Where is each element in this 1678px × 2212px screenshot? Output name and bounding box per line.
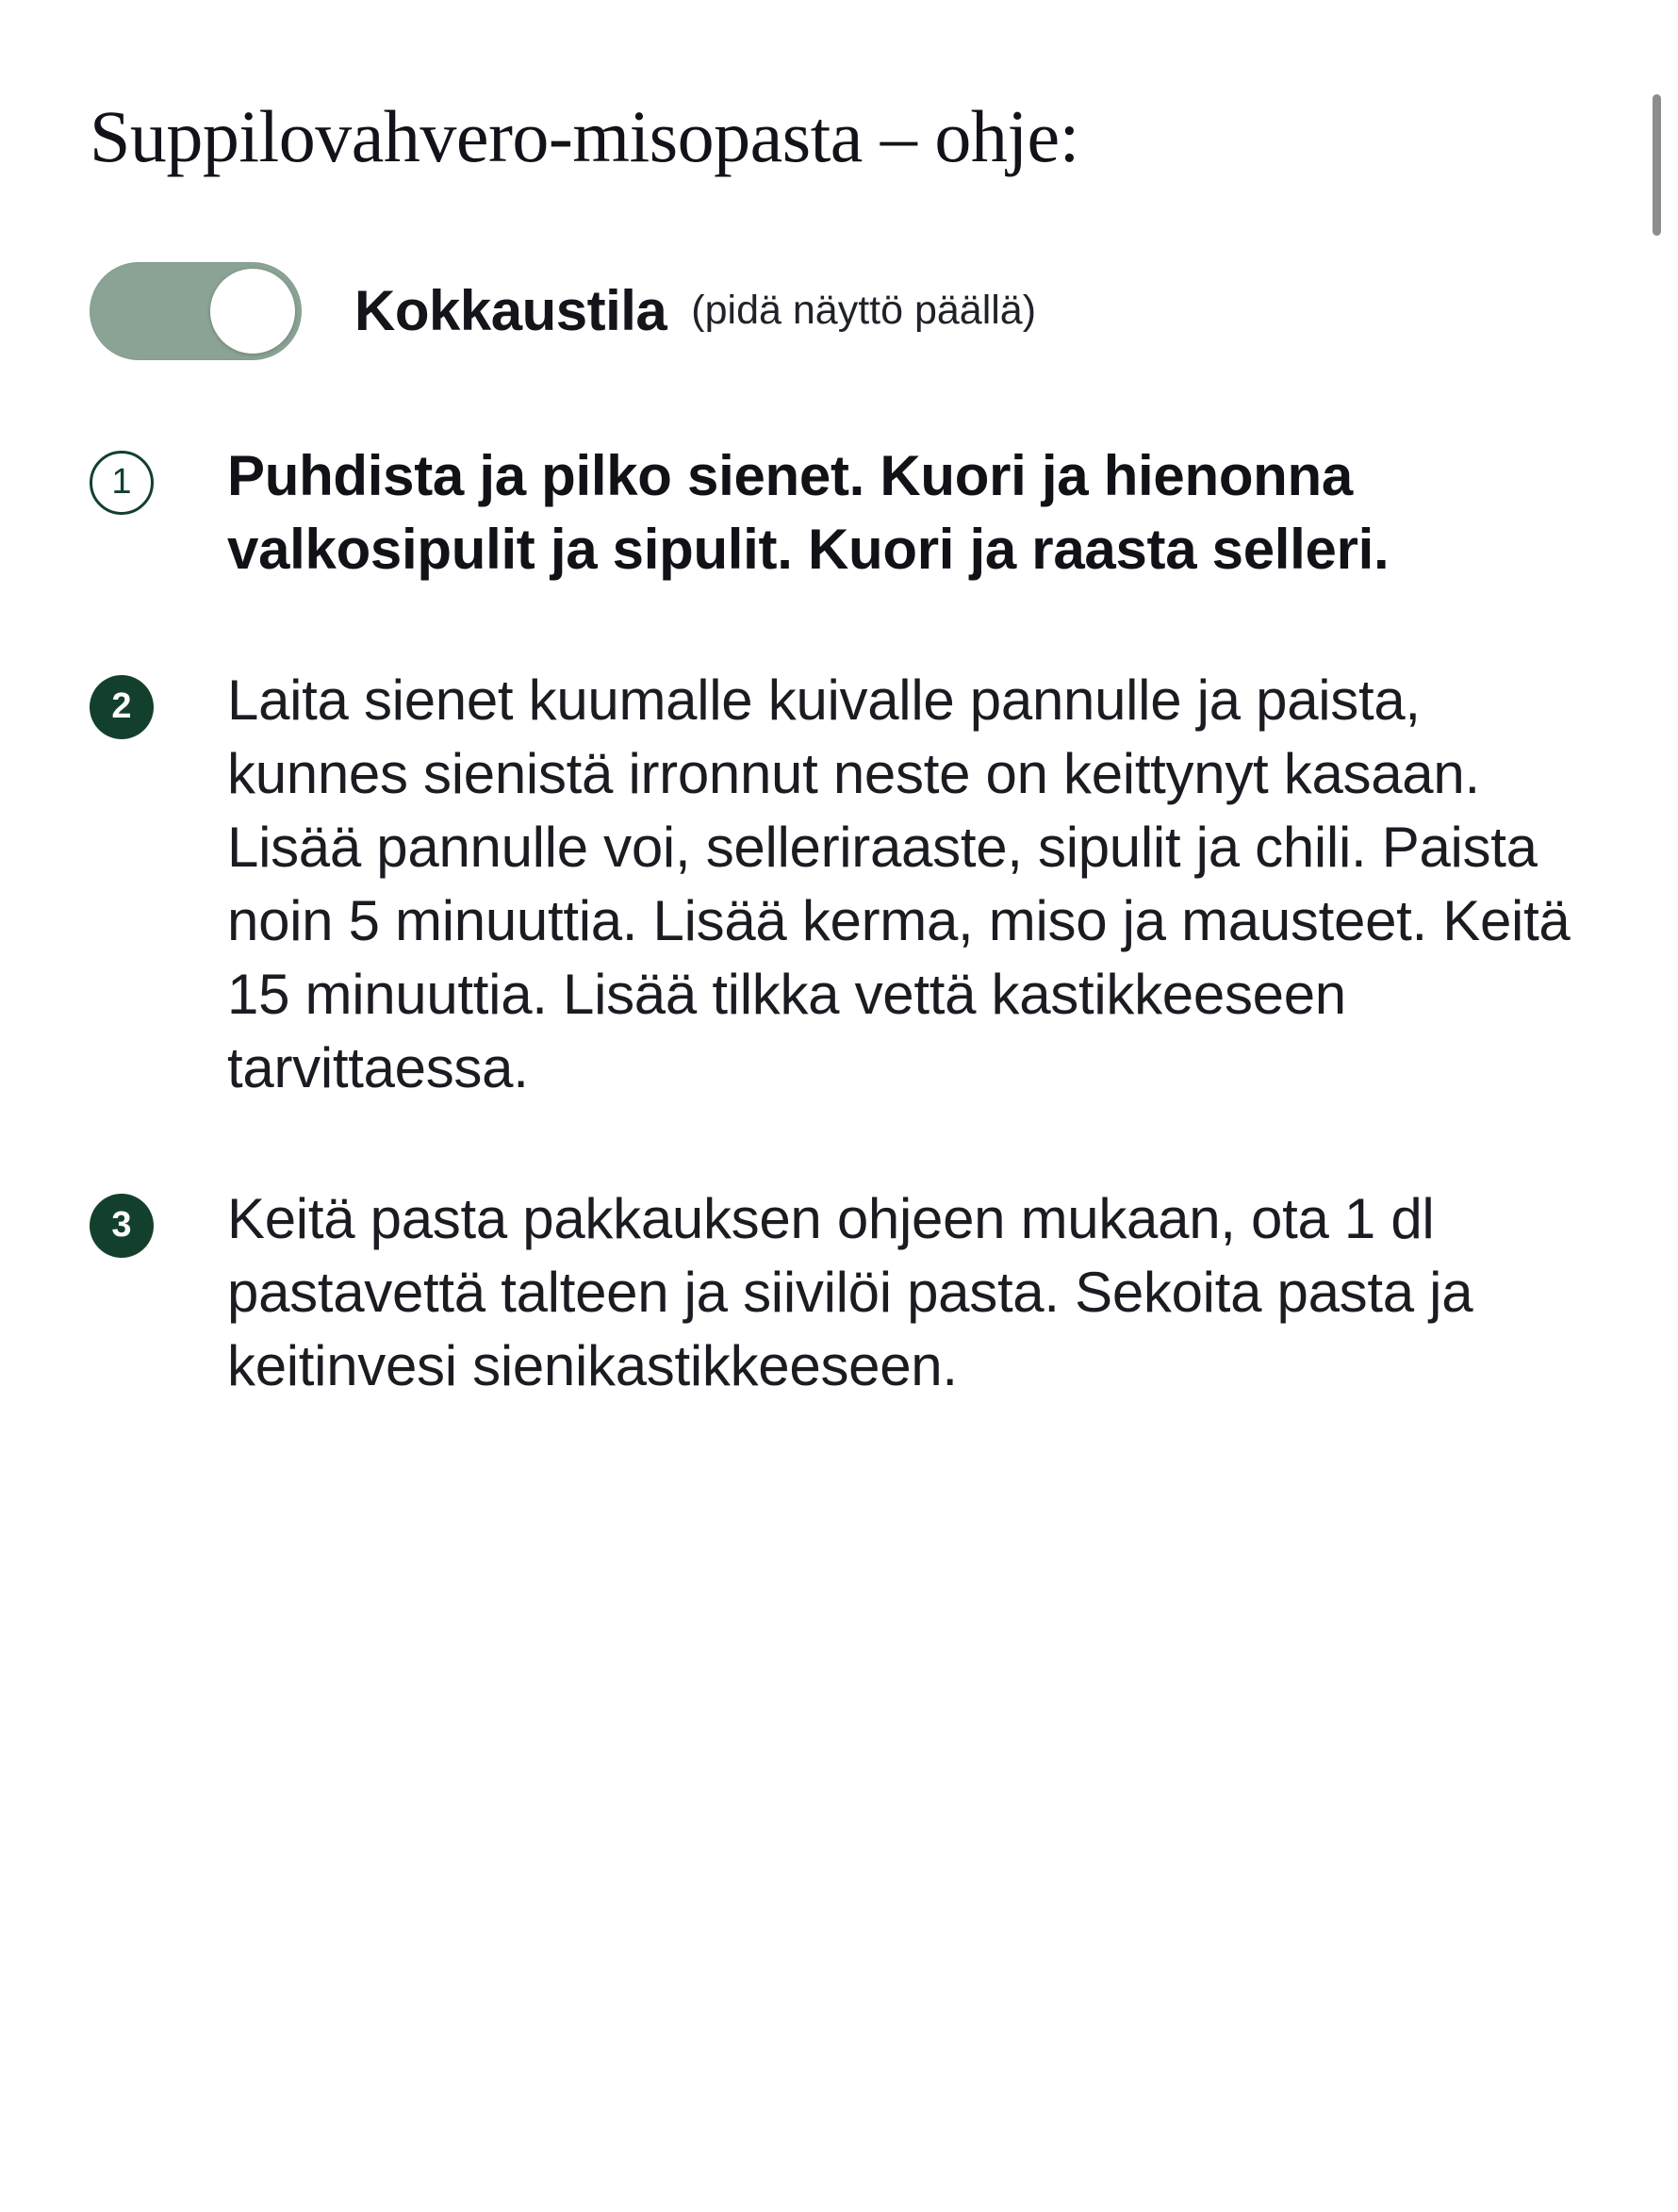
toggle-knob-icon: [210, 269, 295, 354]
step-text: Puhdista ja pilko sienet. Kuori ja hienonna valkosipulit ja sipulit. Kuori ja raasta selleri.: [227, 443, 1390, 581]
step-number-badge: 1: [90, 451, 154, 515]
step-text: Keitä pasta pakkauksen ohjeen mukaan, ota 1 dl pastavettä talteen ja siivilöi pasta. Sekoita pasta ja keitinvesi sienikastikkeeseen.: [227, 1186, 1473, 1397]
list-item[interactable]: [90, 1182, 1621, 1403]
step-text: Laita sienet kuumalle kuivalle pannulle ja paista, kunnes sienistä irronnut neste on keittynyt kasaan. Lisää pannulle voi, selleriraaste, sipulit ja chili. Paista noin 5 minuuttia. Lisää kerma, miso ja mausteet. Keitä 15 minuuttia. Lisää tilkka vettä kastikkeeseen tarvittaessa.: [227, 668, 1571, 1099]
cooking-mode-toggle[interactable]: [90, 262, 302, 360]
list-item[interactable]: [90, 664, 1621, 1105]
page-title: Suppilovahvero-misopasta – ohje:: [90, 95, 1079, 177]
step-number-badge: 2: [90, 675, 154, 739]
cooking-mode-label: Kokkaustila: [354, 279, 667, 343]
step-number-badge: 3: [90, 1194, 154, 1258]
cooking-mode-row: [90, 262, 1621, 360]
recipe-page: [0, 94, 1678, 2212]
cooking-mode-hint: (pidä näyttö päällä): [691, 288, 1037, 334]
content-area: [0, 94, 1678, 1403]
vertical-scrollbar-thumb[interactable]: [1653, 94, 1661, 236]
recipe-steps-list: [90, 439, 1621, 1403]
list-item[interactable]: [90, 439, 1621, 586]
